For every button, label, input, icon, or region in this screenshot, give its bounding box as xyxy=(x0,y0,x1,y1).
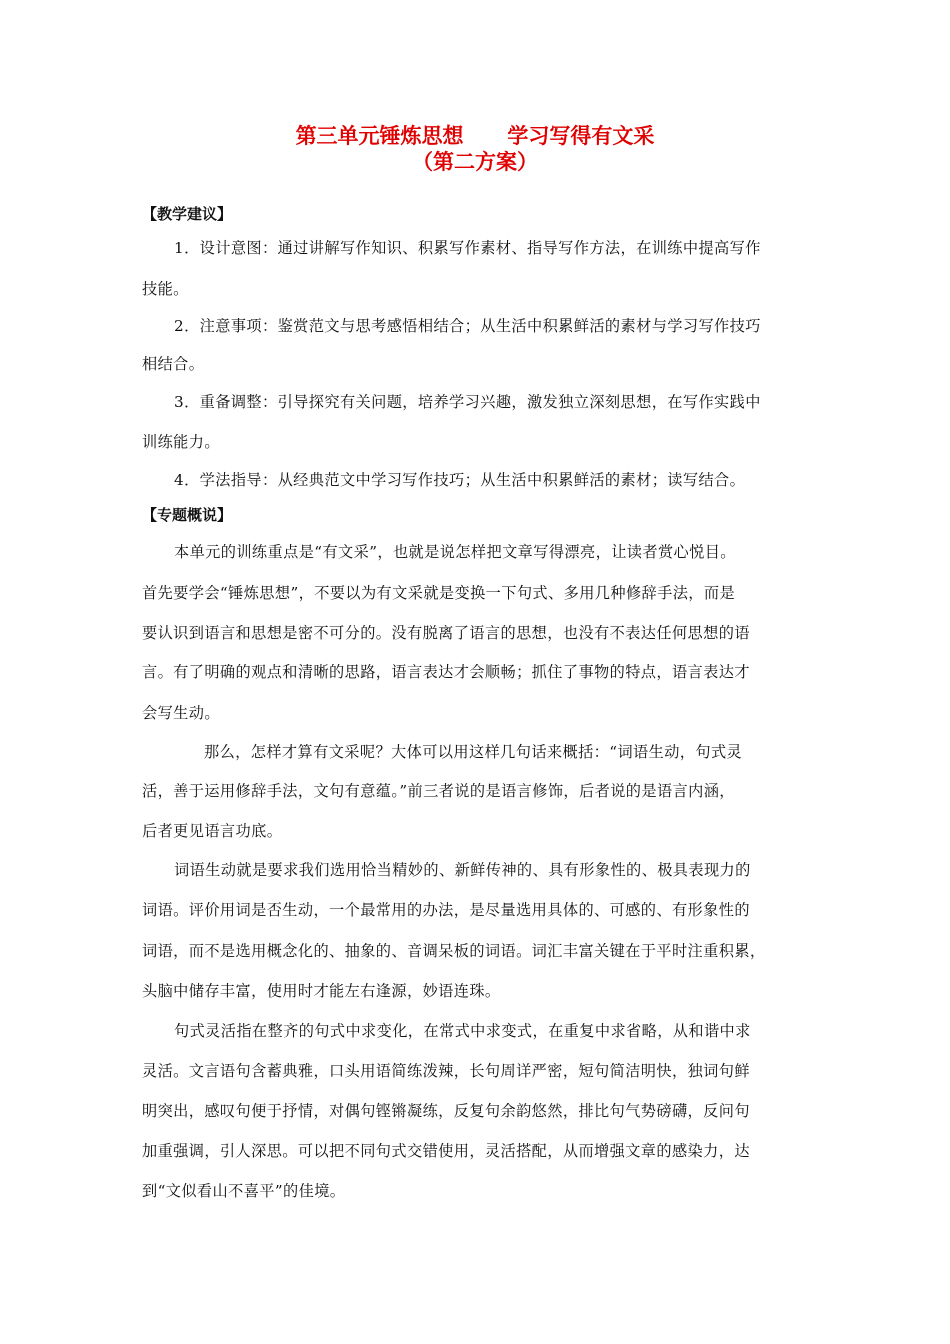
paragraph-line: 4．学法指导：从经典范文中学习写作技巧；从生活中积累鲜活的素材；读写结合。 xyxy=(174,471,746,489)
section-heading-teaching-advice: 【教学建议】 xyxy=(142,205,233,223)
section-heading-topic-overview: 【专题概说】 xyxy=(142,506,233,524)
document-subtitle: （第二方案） xyxy=(412,150,538,174)
paragraph-line: 技能。 xyxy=(142,280,189,298)
document-title: 第三单元锤炼思想 学习写得有文采 xyxy=(295,124,655,148)
paragraph-line: 句式灵活指在整齐的句式中求变化，在常式中求变式，在重复中求省略，从和谐中求 xyxy=(174,1022,751,1040)
paragraph-line: 3．重备调整：引导探究有关问题，培养学习兴趣，激发独立深刻思想，在写作实践中 xyxy=(174,393,761,411)
paragraph-line: 灵活。文言语句含蓄典雅，口头用语简练泼辣，长句周详严密，短句简洁明快，独词句鲜 xyxy=(142,1062,750,1080)
paragraph-line: 那么，怎样才算有文采呢？大体可以用这样几句话来概括：“词语生动，句式灵 xyxy=(204,743,743,761)
paragraph-line: 相结合。 xyxy=(142,355,205,373)
paragraph-line: 头脑中储存丰富，使用时才能左右逢源，妙语连珠。 xyxy=(142,982,501,1000)
paragraph-line: 1．设计意图：通过讲解写作知识、积累写作素材、指导写作方法，在训练中提高写作 xyxy=(174,239,761,257)
paragraph-line: 活，善于运用修辞手法，文句有意蕴。”前三者说的是语言修饰，后者说的是语言内涵， xyxy=(142,782,735,800)
paragraph-line: 训练能力。 xyxy=(142,433,220,451)
paragraph-line: 词语。评价用词是否生动，一个最常用的办法，是尽量选用具体的、可感的、有形象性的 xyxy=(142,901,750,919)
paragraph-line: 本单元的训练重点是“有文采”，也就是说怎样把文章写得漂亮，让读者赏心悦目。 xyxy=(174,543,736,561)
paragraph-line: 后者更见语言功底。 xyxy=(142,822,283,840)
paragraph-line: 词语生动就是要求我们选用恰当精妙的、新鲜传神的、具有形象性的、极具表现力的 xyxy=(174,861,751,879)
paragraph-line: 明突出，感叹句便于抒情，对偶句铿锵凝练，反复句余韵悠然，排比句气势磅礴，反问句 xyxy=(142,1102,750,1120)
paragraph-line: 要认识到语言和思想是密不可分的。没有脱离了语言的思想，也没有不表达任何思想的语 xyxy=(142,624,750,642)
paragraph-line: 会写生动。 xyxy=(142,704,220,722)
paragraph-line: 2．注意事项：鉴赏范文与思考感悟相结合；从生活中积累鲜活的素材与学习写作技巧 xyxy=(174,317,761,335)
paragraph-line: 词语，而不是选用概念化的、抽象的、音调呆板的词语。词汇丰富关键在于平时注重积累， xyxy=(142,942,766,960)
paragraph-line: 首先要学会“锤炼思想”，不要以为有文采就是变换一下句式、多用几种修辞手法，而是 xyxy=(142,584,736,602)
paragraph-line: 言。有了明确的观点和清晰的思路，语言表达才会顺畅；抓住了事物的特点，语言表达才 xyxy=(142,663,750,681)
paragraph-line: 到“文似看山不喜平”的佳境。 xyxy=(142,1182,346,1200)
paragraph-line: 加重强调，引人深思。可以把不同句式交错使用，灵活搭配，从而增强文章的感染力，达 xyxy=(142,1142,750,1160)
